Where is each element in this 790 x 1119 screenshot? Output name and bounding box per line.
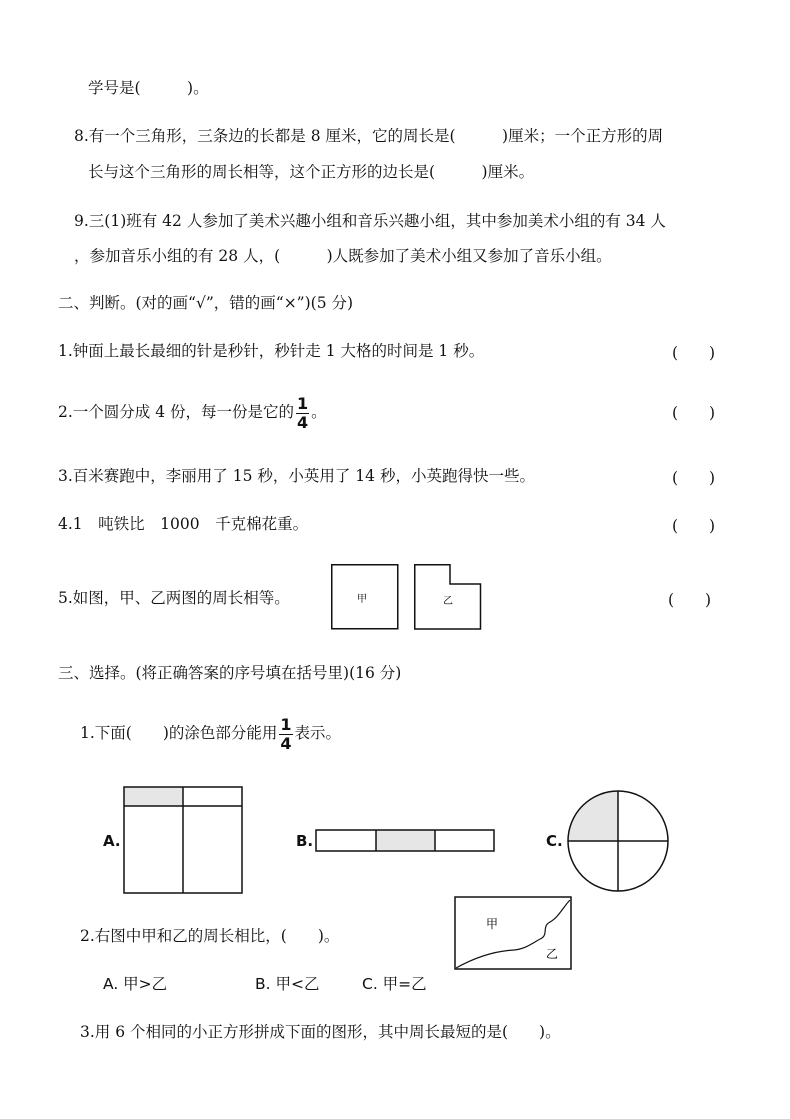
section3-heading: 三、选择。(将正确答案的序号填在括号里)(16 分) (58, 664, 402, 682)
choice-q1-fraction (279, 716, 292, 753)
judge-q3-answer-paren[interactable]: ( ) (672, 469, 716, 487)
option-c-label[interactable]: C. (546, 832, 563, 850)
choice-q2-figure (454, 896, 572, 970)
judge-q2 (58, 392, 327, 432)
q2-option-c[interactable]: C. 甲=乙 (362, 975, 427, 993)
q9-line1: 9.三(1)班有 42 人参加了美术兴趣小组和音乐兴趣小组，其中参加美术小组的有 34 人 (74, 212, 666, 230)
q8-line2: 长与这个三角形的周长相等，这个正方形的边长是( )厘米。 (88, 163, 535, 181)
fraction-numerator: 1 (297, 393, 309, 413)
judge-q2-answer-paren[interactable]: ( ) (672, 404, 716, 422)
judge-q5: 5.如图，甲、乙两图的周长相等。 (58, 589, 290, 607)
q2-figure-jia-label: 甲 (486, 917, 499, 931)
option-b-label[interactable]: B. (296, 832, 314, 850)
q2-option-b[interactable]: B. 甲<乙 (255, 975, 320, 993)
judge-q2-text: 2.一个圆分成 4 份，每一份是它的 (58, 403, 295, 421)
q2-figure-yi-label: 乙 (546, 947, 559, 961)
judge-q1-answer-paren[interactable]: ( ) (672, 344, 716, 362)
judge-q2-end: 。 (311, 403, 327, 421)
judge-q4-answer-paren[interactable]: ( ) (672, 517, 716, 535)
q8-line1: 8.有一个三角形，三条边的长都是 8 厘米，它的周长是( )厘米；一个正方形的周 (74, 127, 664, 145)
q2-option-a[interactable]: A. 甲>乙 (103, 975, 168, 993)
judge-q5-answer-paren[interactable]: ( ) (668, 591, 712, 609)
option-a-figure[interactable] (123, 786, 243, 894)
choice-q3: 3.用 6 个相同的小正方形拼成下面的图形，其中周长最短的是( )。 (80, 1023, 561, 1041)
choice-q1-end: 表示。 (294, 724, 342, 742)
judge-q1: 1.钟面上最长最细的针是秒针，秒针走 1 大格的时间是 1 秒。 (58, 342, 485, 360)
q9-line2: ，参加音乐小组的有 28 人，( )人既参加了美术小组又参加了音乐小组。 (74, 247, 612, 265)
choice-q1-text: 1.下面( )的涂色部分能用 (80, 724, 278, 742)
option-b-figure[interactable] (315, 829, 495, 852)
fraction-denominator: 4 (280, 733, 292, 753)
judge-q2-fraction (296, 395, 309, 432)
figure-yi-notched-square (414, 564, 482, 630)
choice-q2: 2.右图中甲和乙的周长相比，( )。 (80, 927, 340, 945)
judge-q4: 4.1 吨铁比 1000 千克棉花重。 (58, 515, 309, 533)
section2-heading: 二、判断。(对的画“√”，错的画“×”)(5 分) (58, 294, 354, 312)
choice-q1 (80, 713, 341, 753)
judge-q3: 3.百米赛跑中，李丽用了 15 秒，小英用了 14 秒，小英跑得快一些。 (58, 467, 535, 485)
fraction-denominator: 4 (297, 412, 309, 432)
fraction-numerator: 1 (280, 714, 292, 734)
option-c-figure[interactable] (566, 789, 670, 893)
figure-jia-label: 甲 (357, 594, 367, 605)
figure-yi-label: 乙 (443, 596, 453, 607)
figure-jia-square (331, 564, 399, 630)
option-a-label[interactable]: A. (103, 832, 121, 850)
q7-tail: 学号是( )。 (88, 79, 209, 97)
